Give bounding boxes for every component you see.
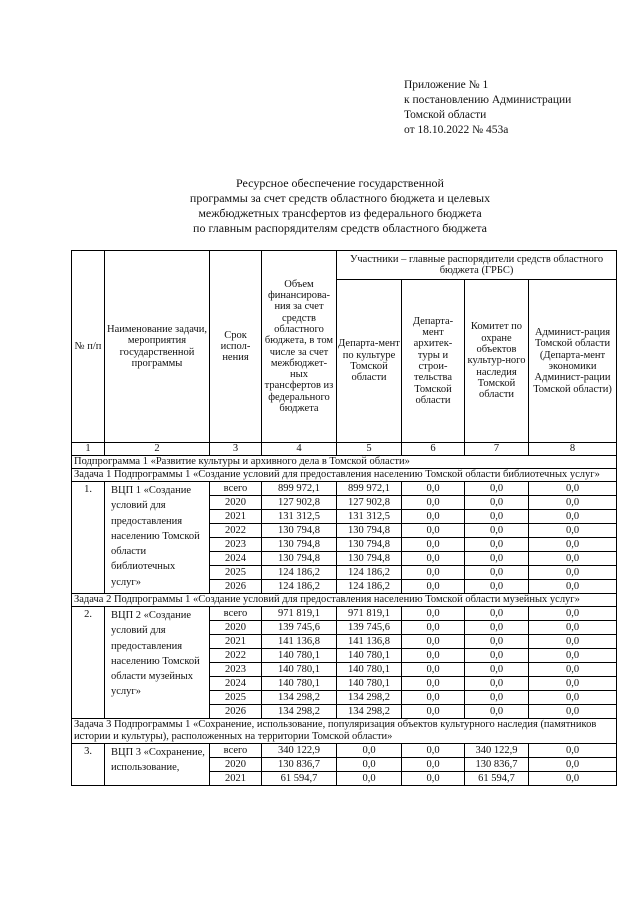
task-title: Задача 2 Подпрограммы 1 «Создание условий для предоставления населению Томской области музейных услуг» <box>72 594 617 607</box>
amount-cell: 130 794,8 <box>262 552 337 566</box>
amount-cell: 140 780,1 <box>262 663 337 677</box>
row-number: 1. <box>72 482 105 594</box>
period-cell: 2020 <box>210 496 262 510</box>
amount-cell: 0,0 <box>402 524 465 538</box>
amount-cell: 0,0 <box>465 635 529 649</box>
amount-cell: 141 136,8 <box>262 635 337 649</box>
resource-table <box>71 250 617 786</box>
amount-cell: 0,0 <box>529 705 617 719</box>
col-number: 6 <box>402 443 465 456</box>
amount-cell: 139 745,6 <box>262 621 337 635</box>
amount-cell: 0,0 <box>465 538 529 552</box>
amount-cell: 0,0 <box>402 566 465 580</box>
amount-cell: 0,0 <box>529 677 617 691</box>
amount-cell: 0,0 <box>465 663 529 677</box>
amount-cell: 61 594,7 <box>465 772 529 786</box>
amount-cell: 0,0 <box>529 691 617 705</box>
header-participant-architecture: Департа-мент архитек-туры и строи-тельства Томской области <box>402 280 465 443</box>
amount-cell: 0,0 <box>402 691 465 705</box>
amount-cell: 0,0 <box>402 496 465 510</box>
document-title <box>100 176 580 236</box>
header-participant-heritage: Комитет по охране объектов культур-ного наследия Томской области <box>465 280 529 443</box>
amount-cell: 0,0 <box>529 566 617 580</box>
amount-cell: 0,0 <box>465 496 529 510</box>
amount-cell: 0,0 <box>402 758 465 772</box>
header-participant-culture: Департа-мент по культуре Томской области <box>337 280 402 443</box>
amount-cell: 127 902,8 <box>337 496 402 510</box>
amount-cell: 0,0 <box>402 580 465 594</box>
amount-cell: 0,0 <box>402 677 465 691</box>
amount-cell: 0,0 <box>529 758 617 772</box>
amount-cell: 0,0 <box>337 772 402 786</box>
amount-cell: 0,0 <box>402 482 465 496</box>
amount-cell: 140 780,1 <box>337 663 402 677</box>
period-cell: 2024 <box>210 677 262 691</box>
program-name: ВЦП 3 «Сохранение, использование, <box>105 744 210 786</box>
col-number: 3 <box>210 443 262 456</box>
table-body <box>72 443 617 786</box>
amount-cell: 0,0 <box>529 607 617 621</box>
amount-cell: 340 122,9 <box>262 744 337 758</box>
amount-cell: 0,0 <box>337 744 402 758</box>
amount-cell: 127 902,8 <box>262 496 337 510</box>
amount-cell: 130 794,8 <box>262 538 337 552</box>
amount-cell: 139 745,6 <box>337 621 402 635</box>
amount-cell: 0,0 <box>465 552 529 566</box>
amount-cell: 134 298,2 <box>337 705 402 719</box>
amount-cell: 141 136,8 <box>337 635 402 649</box>
header-volume: Объем финансирова-ния за счет средств областного бюджета, в том числе за счет межбюджет-ных трансфертов из федерального бюджета <box>262 251 337 443</box>
amount-cell: 130 836,7 <box>262 758 337 772</box>
amount-cell: 130 794,8 <box>337 538 402 552</box>
amount-cell: 130 794,8 <box>337 552 402 566</box>
period-cell: 2025 <box>210 691 262 705</box>
amount-cell: 131 312,5 <box>337 510 402 524</box>
amount-cell: 0,0 <box>402 607 465 621</box>
amount-cell: 0,0 <box>529 621 617 635</box>
header-term: Срок испол-нения <box>210 251 262 443</box>
amount-cell: 0,0 <box>529 772 617 786</box>
amount-cell: 140 780,1 <box>262 677 337 691</box>
amount-cell: 0,0 <box>529 496 617 510</box>
amount-cell: 0,0 <box>402 552 465 566</box>
amount-cell: 0,0 <box>465 691 529 705</box>
amount-cell: 134 298,2 <box>262 705 337 719</box>
subprogram-title: Подпрограмма 1 «Развитие культуры и архивного дела в Томской области» <box>72 456 617 469</box>
appendix-line: Томской области <box>404 109 487 121</box>
period-cell: 2021 <box>210 510 262 524</box>
amount-cell: 0,0 <box>465 566 529 580</box>
amount-cell: 124 186,2 <box>262 580 337 594</box>
amount-cell: 0,0 <box>465 677 529 691</box>
task-title: Задача 1 Подпрограммы 1 «Создание условий для предоставления населению Томской области библиотечных услуг» <box>72 469 617 482</box>
title-line: по главным распорядителям средств областного бюджета <box>193 221 487 235</box>
amount-cell: 0,0 <box>529 744 617 758</box>
amount-cell: 0,0 <box>529 482 617 496</box>
amount-cell: 0,0 <box>402 772 465 786</box>
amount-cell: 61 594,7 <box>262 772 337 786</box>
amount-cell: 134 298,2 <box>262 691 337 705</box>
amount-cell: 0,0 <box>465 649 529 663</box>
amount-cell: 0,0 <box>465 705 529 719</box>
program-name: ВЦП 1 «Создание условий для предоставления населению Томской области библиотечных услуг» <box>105 482 210 594</box>
amount-cell: 131 312,5 <box>262 510 337 524</box>
title-line: межбюджетных трансфертов из федерального бюджета <box>198 206 482 220</box>
appendix-line: Приложение № 1 <box>404 79 489 91</box>
task-row <box>72 719 617 744</box>
title-line: программы за счет средств областного бюджета и целевых <box>189 191 491 205</box>
col-number: 2 <box>105 443 210 456</box>
header-participants: Участники – главные распорядители средств областного бюджета (ГРБС) <box>337 251 617 280</box>
amount-cell: 0,0 <box>529 663 617 677</box>
amount-cell: 130 794,8 <box>262 524 337 538</box>
amount-cell: 899 972,1 <box>337 482 402 496</box>
amount-cell: 971 819,1 <box>262 607 337 621</box>
appendix-line: от 18.10.2022 № 453а <box>404 124 509 136</box>
period-cell: 2020 <box>210 758 262 772</box>
amount-cell: 0,0 <box>402 744 465 758</box>
period-cell: всего <box>210 482 262 496</box>
period-cell: 2020 <box>210 621 262 635</box>
header-num: № п/п <box>72 251 105 443</box>
amount-cell: 0,0 <box>529 552 617 566</box>
amount-cell: 0,0 <box>529 580 617 594</box>
table-row <box>72 744 617 758</box>
amount-cell: 130 794,8 <box>337 524 402 538</box>
amount-cell: 0,0 <box>402 510 465 524</box>
column-numbers-row <box>72 443 617 456</box>
amount-cell: 0,0 <box>465 621 529 635</box>
amount-cell: 140 780,1 <box>337 649 402 663</box>
amount-cell: 0,0 <box>402 538 465 552</box>
period-cell: всего <box>210 744 262 758</box>
period-cell: 2022 <box>210 649 262 663</box>
amount-cell: 140 780,1 <box>337 677 402 691</box>
task-row <box>72 594 617 607</box>
row-number: 2. <box>72 607 105 719</box>
header-name: Наименование задачи, мероприятия государственной программы <box>105 251 210 443</box>
amount-cell: 0,0 <box>465 524 529 538</box>
amount-cell: 0,0 <box>337 758 402 772</box>
program-name: ВЦП 2 «Создание условий для предоставления населению Томской области музейных услуг» <box>105 607 210 719</box>
period-cell: 2023 <box>210 538 262 552</box>
amount-cell: 0,0 <box>402 705 465 719</box>
amount-cell: 124 186,2 <box>337 580 402 594</box>
col-number: 7 <box>465 443 529 456</box>
period-cell: всего <box>210 607 262 621</box>
col-number: 1 <box>72 443 105 456</box>
col-number: 4 <box>262 443 337 456</box>
table-row <box>72 607 617 621</box>
amount-cell: 0,0 <box>402 635 465 649</box>
subprogram-row <box>72 456 617 469</box>
amount-cell: 140 780,1 <box>262 649 337 663</box>
period-cell: 2026 <box>210 580 262 594</box>
amount-cell: 340 122,9 <box>465 744 529 758</box>
amount-cell: 0,0 <box>402 649 465 663</box>
amount-cell: 130 836,7 <box>465 758 529 772</box>
period-cell: 2022 <box>210 524 262 538</box>
amount-cell: 899 972,1 <box>262 482 337 496</box>
amount-cell: 0,0 <box>529 524 617 538</box>
appendix-line: к постановлению Администрации <box>404 94 572 106</box>
appendix-block <box>404 78 571 138</box>
amount-cell: 0,0 <box>465 607 529 621</box>
amount-cell: 0,0 <box>465 510 529 524</box>
title-line: Ресурсное обеспечение государственной <box>236 176 444 190</box>
amount-cell: 0,0 <box>402 663 465 677</box>
period-cell: 2021 <box>210 635 262 649</box>
amount-cell: 0,0 <box>465 580 529 594</box>
col-number: 5 <box>337 443 402 456</box>
task-row <box>72 469 617 482</box>
period-cell: 2026 <box>210 705 262 719</box>
task-title: Задача 3 Подпрограммы 1 «Сохранение, использование, популяризация объектов культурного наследия (памятников истории и культуры), расположенных на территории Томской области» <box>72 719 617 744</box>
row-number: 3. <box>72 744 105 786</box>
period-cell: 2021 <box>210 772 262 786</box>
period-cell: 2025 <box>210 566 262 580</box>
amount-cell: 0,0 <box>465 482 529 496</box>
amount-cell: 0,0 <box>529 649 617 663</box>
col-number: 8 <box>529 443 617 456</box>
amount-cell: 0,0 <box>529 510 617 524</box>
amount-cell: 124 186,2 <box>337 566 402 580</box>
amount-cell: 0,0 <box>529 635 617 649</box>
amount-cell: 0,0 <box>402 621 465 635</box>
header-participant-administration: Админист-рация Томской области (Департа-мент экономики Админист-рации Томской области) <box>529 280 617 443</box>
amount-cell: 0,0 <box>529 538 617 552</box>
period-cell: 2023 <box>210 663 262 677</box>
amount-cell: 124 186,2 <box>262 566 337 580</box>
period-cell: 2024 <box>210 552 262 566</box>
table-row <box>72 482 617 496</box>
amount-cell: 134 298,2 <box>337 691 402 705</box>
amount-cell: 971 819,1 <box>337 607 402 621</box>
